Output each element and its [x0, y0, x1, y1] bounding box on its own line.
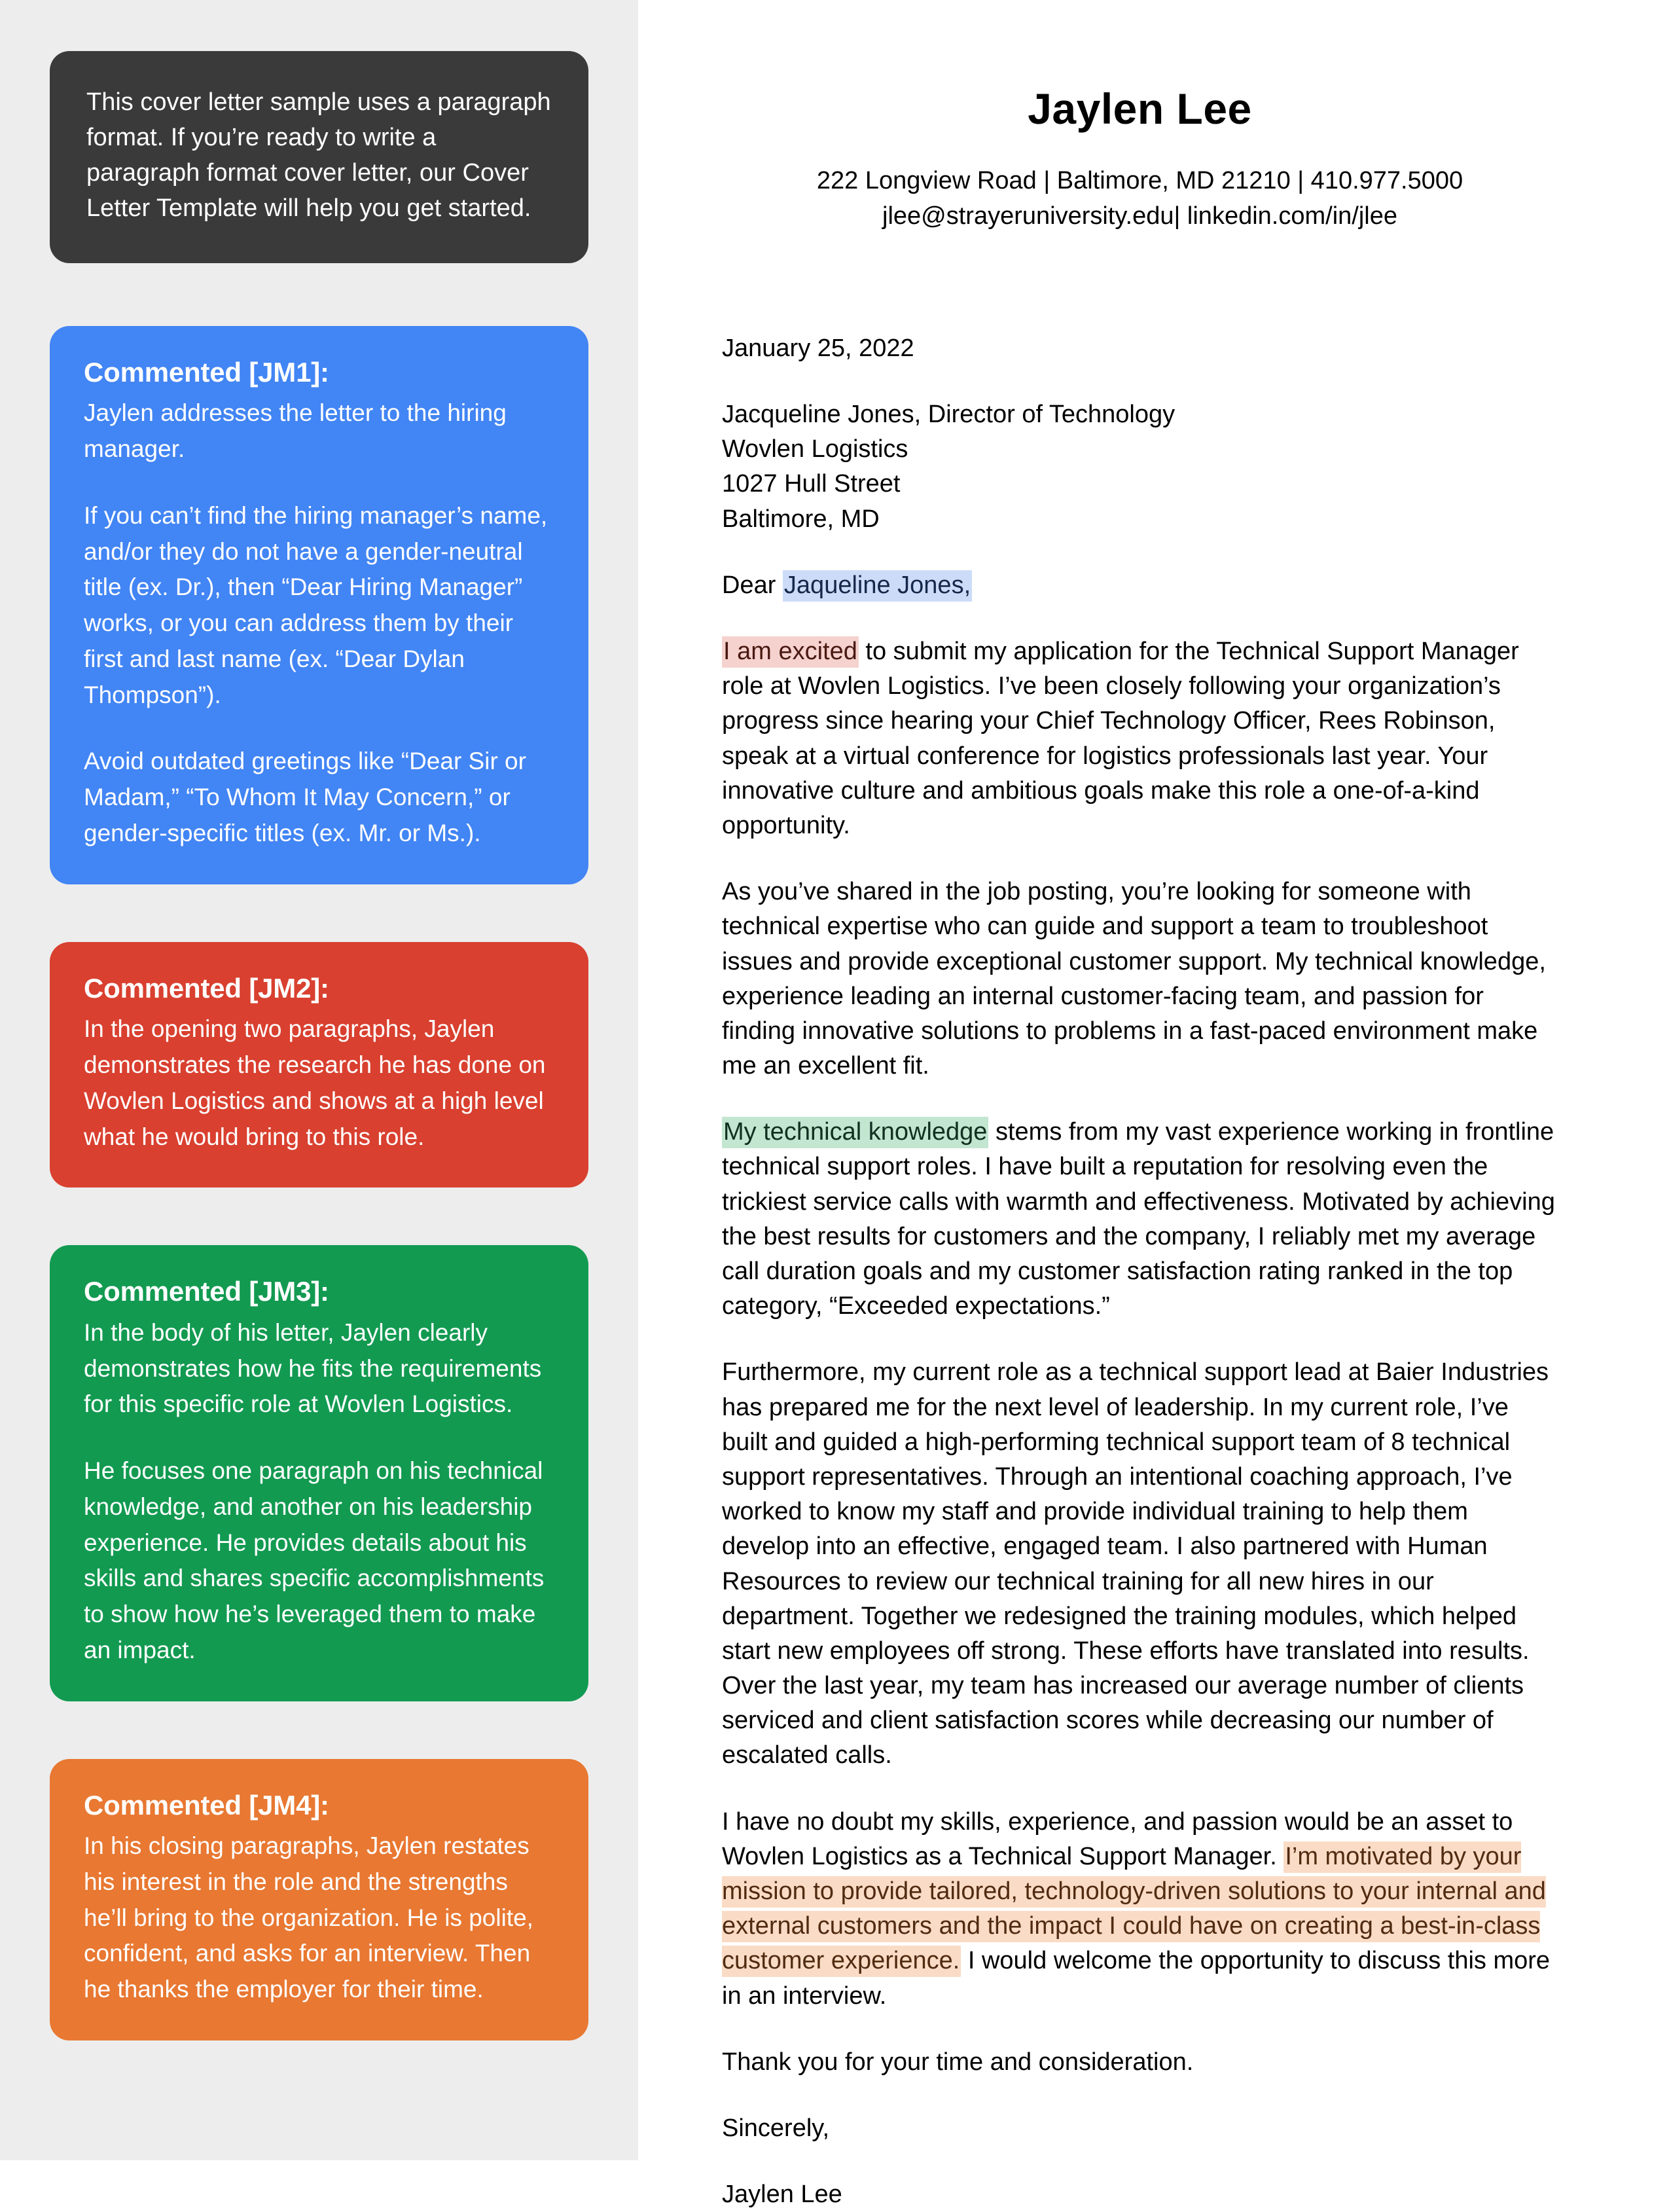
recipient-city-state: Baltimore, MD [722, 505, 880, 533]
comment-heading-jm2: Commented [JM2]: [84, 972, 329, 1004]
comment-card-jm1[interactable] [50, 326, 588, 884]
comment-card-jm3[interactable] [50, 1245, 588, 1701]
highlight-motivation-statement: I’m motivated by your mission to provide tailored, technology-driven solutions to your internal and external customers and the impact I could have on creating a best-in-class customer experience. [722, 1841, 1546, 1978]
paragraph-5-post: I would welcome the opportunity to discuss this more in an interview. [722, 1947, 1551, 2010]
recipient-street: 1027 Hull Street [722, 470, 901, 498]
recipient-name-title: Jacqueline Jones, Director of Technology [722, 401, 1175, 429]
annotation-sidebar [0, 0, 638, 2160]
tip-callout [50, 51, 588, 263]
contact-line-address: 222 Longview Road | Baltimore, MD 21210 | 410.977.5000 [816, 167, 1463, 194]
comment-paragraph: In his closing paragraphs, Jaylen restates his interest in the role and the strengths he’ll bring to the organization. He is polite, confident, and asks for an interview. Then he thanks the employer for their time. [84, 1832, 533, 2003]
contact-line-email: jlee@strayeruniversity.edu| linkedin.com/in/jlee [882, 202, 1397, 230]
comment-card-jm2[interactable] [50, 942, 588, 1188]
letter-salutation [722, 568, 1558, 603]
comment-heading-jm4: Commented [JM4]: [84, 1789, 329, 1821]
letter-paragraph-4: Furthermore, my current role as a technical support lead at Baier Industries has prepared me for the next level of leadership. In my current role, I’ve built and guided a high-performing technical support team of 8 technical support representatives. Through an intentional coaching approach, I’ve worked to know my staff and provide individual training to help them develop into an effective, engaged team. I also partnered with Human Resources to review our technical training for all new hires in our department. Together we redesigned the training modules, which helped start new employees off strong. These efforts have translated into results. Over the last year, my team has increased our average number of clients serviced and client satisfaction scores while decreasing our number of escalated calls. [722, 1358, 1549, 1769]
paragraph-3-text: stems from my vast experience working in frontline technical support roles. I have built a reputation for resolving even the trickiest service calls with warmth and effectiveness. Motivated by achieving the best results for customers and the company, I reliably met my average call duration goals and my customer satisfaction rating ranked in the top category, “Exceeded expectations.” [722, 1118, 1555, 1320]
salutation-prefix: Dear [722, 571, 783, 599]
comment-heading-jm3: Commented [JM3]: [84, 1276, 329, 1307]
paragraph-1-text: to submit my application for the Technical Support Manager role at Wovlen Logistics. I’ve been closely following your organization’s progress since hearing your Chief Technology Officer, Rees Robinson, speak at a virtual conference for logistics professionals last year. Your innovative culture and ambitious goals make this role a one-of-a-kind opportunity. [722, 638, 1519, 839]
letter-paragraph-5 [722, 1805, 1558, 2014]
letter-sender-name: Jaylen Lee [1028, 84, 1252, 133]
letter-paragraph-1 [722, 634, 1558, 843]
comment-heading-jm1: Commented [JM1]: [84, 356, 329, 388]
cover-letter-document [638, 0, 1669, 2209]
letter-contact-block [722, 164, 1558, 234]
comment-paragraph: Avoid outdated greetings like “Dear Sir or Madam,” “To Whom It May Concern,” or gender-specific titles (ex. Mr. or Ms.). [84, 748, 526, 846]
comment-paragraph: If you can’t find the hiring manager’s name, and/or they do not have a gender-neutral title (ex. Dr.), then “Dear Hiring Manager” works, or you can address them by their first and last name (ex. “Dear Dylan Thompson”). [84, 501, 548, 708]
letter-thanks: Thank you for your time and consideration. [722, 2048, 1194, 2076]
comment-paragraph: Jaylen addresses the letter to the hiring manager. [84, 399, 507, 463]
paragraph-5-pre: I have no doubt my skills, experience, and passion would be an asset to Wovlen Logistics as a Technical Support Manager. [722, 1807, 1513, 1870]
comment-paragraph: In the body of his letter, Jaylen clearly demonstrates how he fits the requirements for this specific role at Wovlen Logistics. [84, 1318, 542, 1418]
tip-callout-text: This cover letter sample uses a paragraph format. If you’re ready to write a paragraph format cover letter, our Cover Letter Template will help you get started. [86, 88, 551, 222]
letter-body [722, 331, 1558, 2212]
letter-signature: Jaylen Lee [722, 2181, 842, 2209]
recipient-company: Wovlen Logistics [722, 435, 908, 463]
highlight-opening-phrase: I am excited [722, 636, 859, 668]
highlight-technical-knowledge: My technical knowledge [722, 1117, 988, 1148]
comment-paragraph: He focuses one paragraph on his technical knowledge, and another on his leadership experience. He provides details about his skills and shares specific accomplishments to show how he’s leveraged them to make an impact. [84, 1457, 545, 1663]
highlight-salutation-name: Jaqueline Jones, [783, 570, 972, 602]
letter-paragraph-2: As you’ve shared in the job posting, you’re looking for someone with technical expertise who can guide and support a team to troubleshoot issues and provide exceptional customer support. My technical knowledge, experience leading an internal customer-facing team, and passion for finding innovative solutions to problems in a fast-paced environment make me an excellent fit. [722, 878, 1546, 1080]
letter-closing: Sincerely, [722, 2114, 830, 2142]
letter-date: January 25, 2022 [722, 334, 914, 362]
comment-card-jm4[interactable] [50, 1759, 588, 2040]
letter-paragraph-3 [722, 1115, 1558, 1324]
comment-paragraph: In the opening two paragraphs, Jaylen demonstrates the research he has done on Wovlen Logistics and shows at a high level what he would bring to this role. [84, 1015, 546, 1150]
